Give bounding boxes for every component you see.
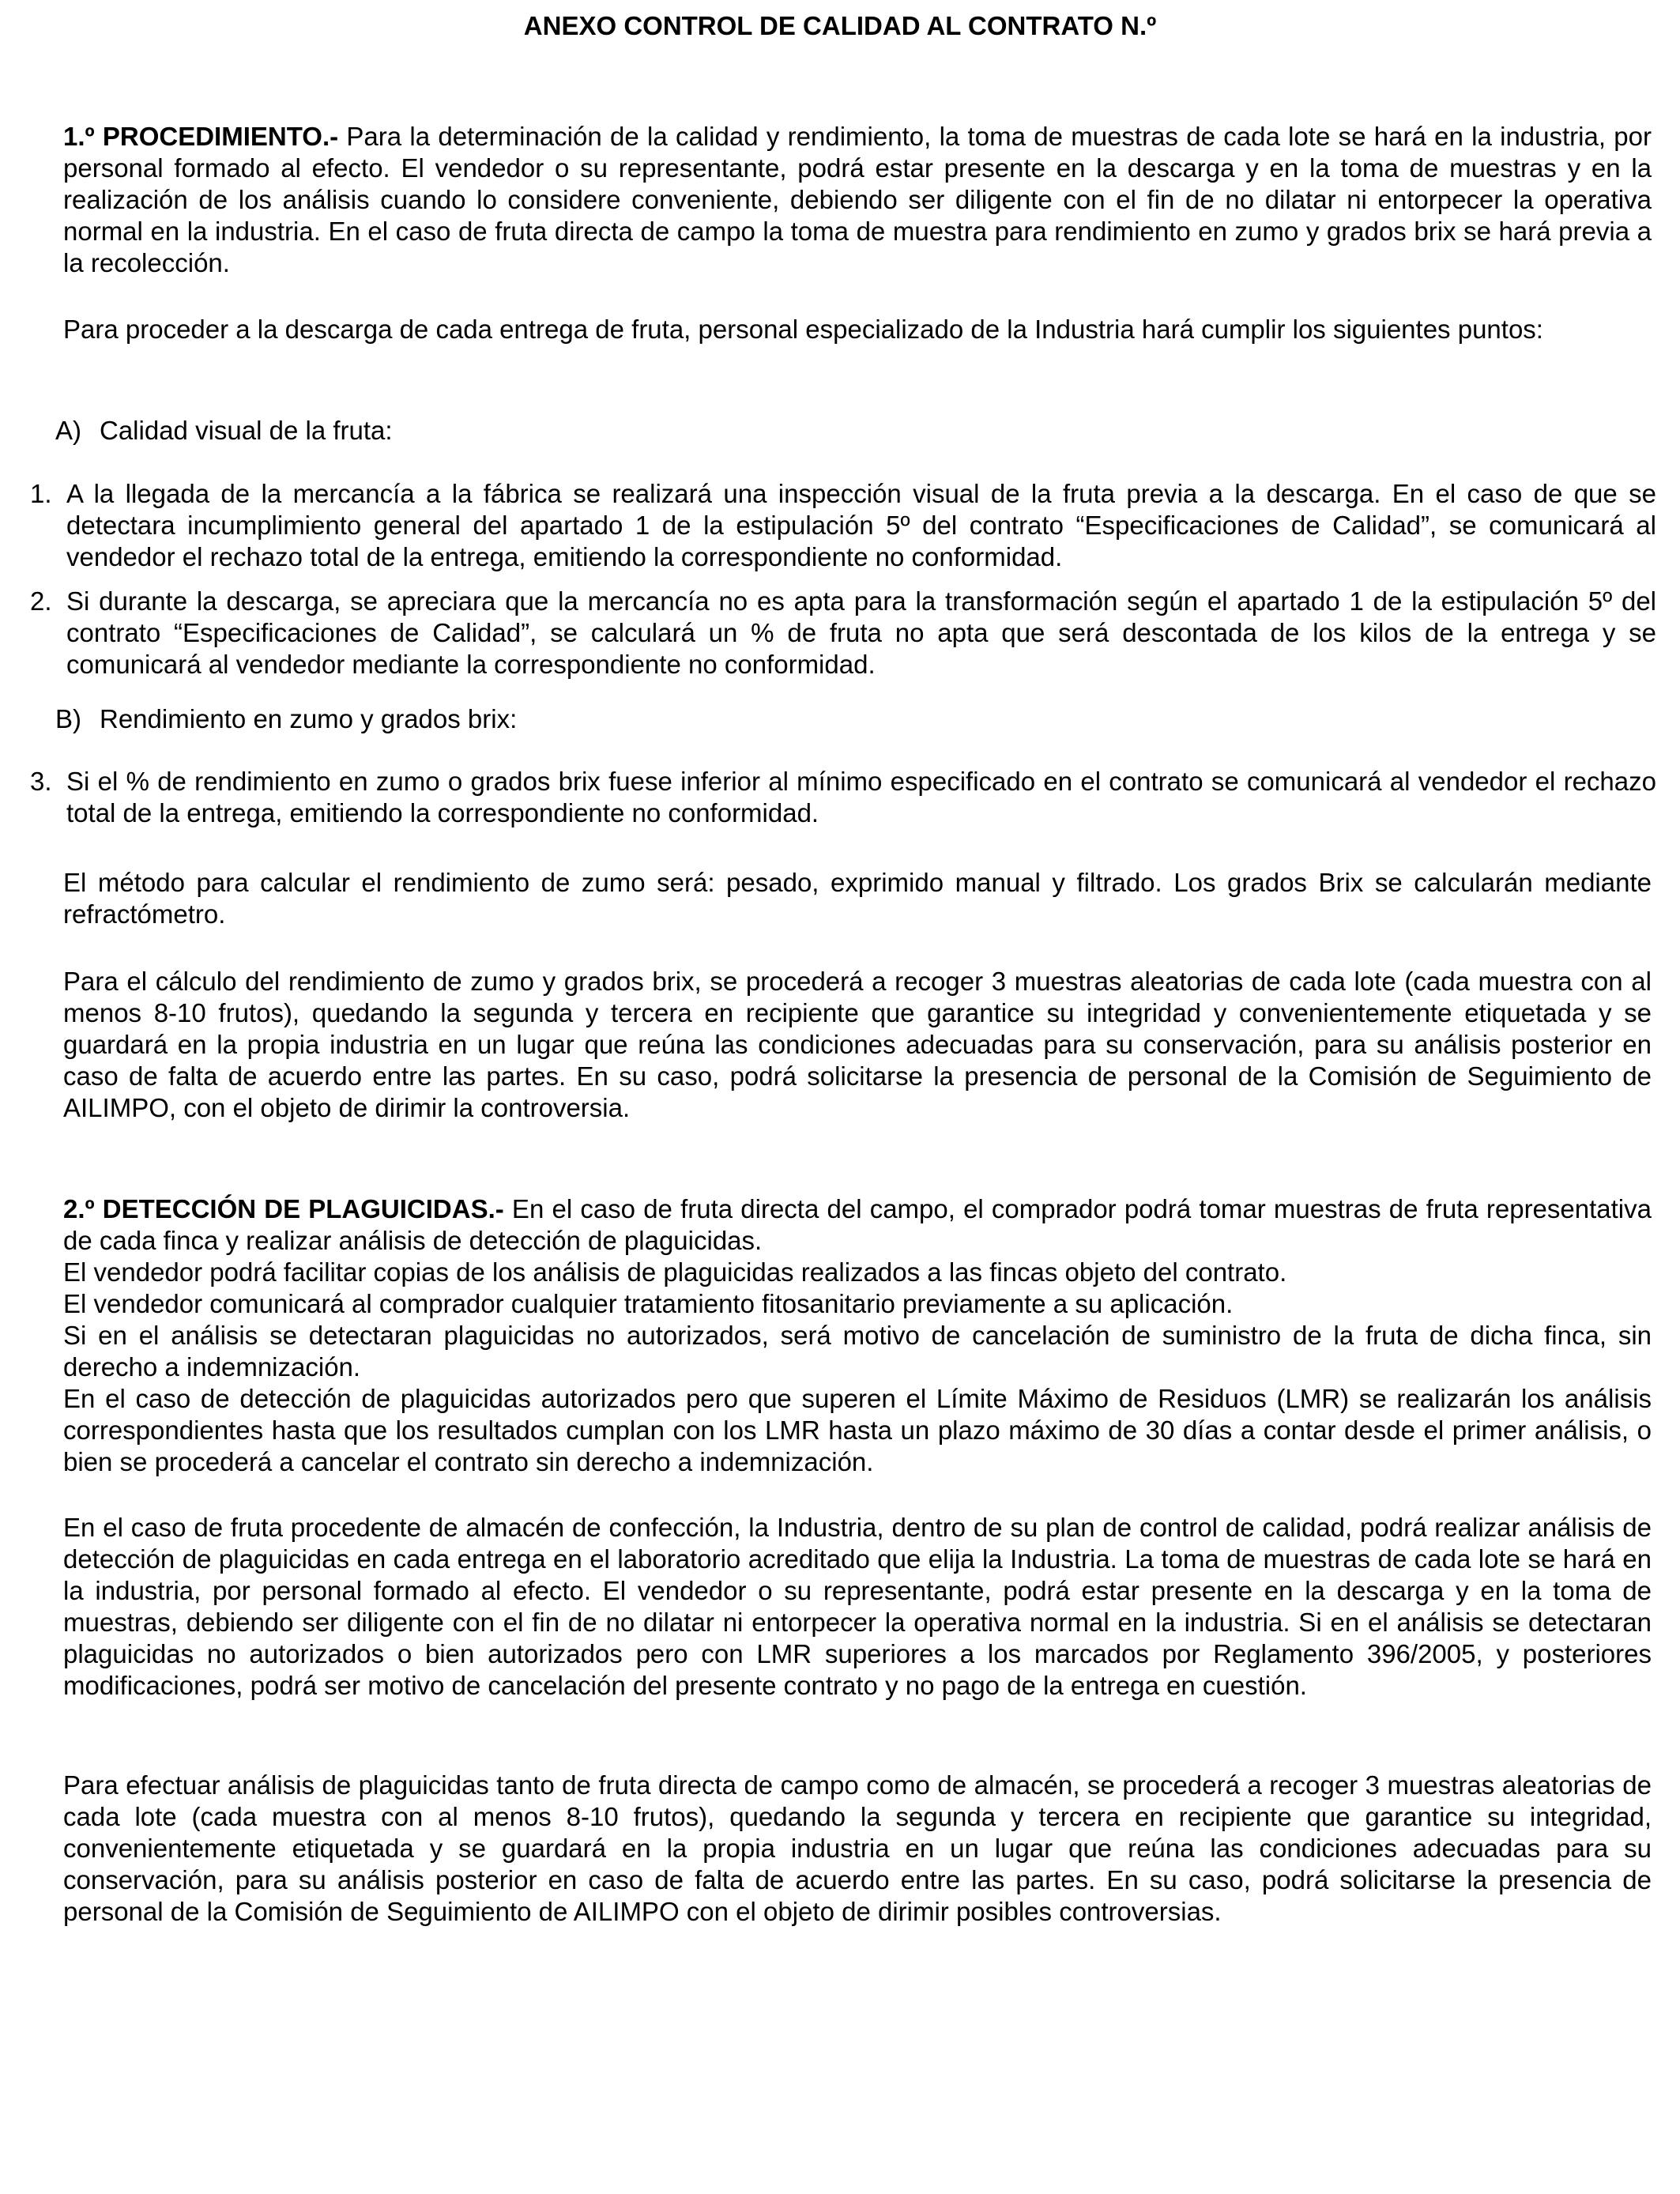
subsection-a-text: Calidad visual de la fruta: xyxy=(100,416,393,445)
section-2-line-3: El vendedor comunicará al comprador cualquier tratamiento fitosanitario previamente a su aplicación. xyxy=(63,1289,1234,1318)
section-2-line-5: En el caso de detección de plaguicidas autorizados pero que superen el Límite Máximo de Residuos (LMR) se realizarán los análisis correspondientes hasta que los resultados cumplan con los LMR hasta un plazo máximo de 30 días a contar desde el primer análisis, o bien se procederá a cancelar el contrato sin derecho a indemnización. xyxy=(63,1384,1652,1476)
section-1-paragraph-2: Para proceder a la descarga de cada entrega de fruta, personal especializado de la Industria hará cumplir los siguientes puntos: xyxy=(63,315,1543,344)
list-item-2-number: 2. xyxy=(30,586,52,616)
section-1-intro xyxy=(63,121,1652,279)
list-item-1-text: A la llegada de la mercancía a la fábrica se realizará una inspección visual de la fruta previa a la descarga. En el caso de que se detectara incumplimiento general del apartado 1 de la estipulación 5º del contrato “Especificaciones de Calidad”, se comunicará al vendedor el rechazo total de la entrega, emitiendo la correspondiente no conformidad. xyxy=(66,479,1656,571)
section-2-paragraph-2: En el caso de fruta procedente de almacén de confección, la Industria, dentro de su plan de control de calidad, podrá realizar análisis de detección de plaguicidas en cada entrega en el laboratorio acreditado que elija la Industria. La toma de muestras de cada lote se hará en la industria, por personal formado al efecto. El vendedor o su representante, podrá estar presente en la descarga y en la toma de muestras, debiendo ser diligente con el fin de no dilatar ni entorpecer la operativa normal en la industria. Si en el análisis se detectaran plaguicidas no autorizados o bien autorizados pero con LMR superiores a los marcados por Reglamento 396/2005, y posteriores modificaciones, podrá ser motivo de cancelación del presente contrato y no pago de la entrega en cuestión. xyxy=(63,1513,1652,1700)
subsection-a xyxy=(55,415,1652,447)
list-item-3-text: Si el % de rendimiento en zumo o grados brix fuese inferior al mínimo especificado en el contrato se comunicará al vendedor el rechazo total de la entrega, emitiendo la correspondiente no conformidad. xyxy=(66,767,1656,827)
section-1-intro-text: Para la determinación de la calidad y rendimiento, la toma de muestras de cada lote se hará en la industria, por personal formado al efecto. El vendedor o su representante, podrá estar presente en la descarga y en la toma de muestras y en la realización de los análisis cuando lo considere conveniente, debiendo ser diligente con el fin de no dilatar ni entorpecer la operativa normal en la industria. En el caso de fruta directa de campo la toma de muestra para rendimiento en zumo y grados brix se hará previa a la recolección. xyxy=(63,122,1652,277)
section-2-line-2: El vendedor podrá facilitar copias de los análisis de plaguicidas realizados a las fincas objeto del contrato. xyxy=(63,1257,1287,1287)
list-item-3 xyxy=(30,766,1656,829)
section-2-body xyxy=(63,1193,1652,1478)
subsection-a-marker: A) xyxy=(55,416,81,445)
list-item-2-text: Si durante la descarga, se apreciara que la mercancía no es apta para la transformación según el apartado 1 de la estipulación 5º del contrato “Especificaciones de Calidad”, se calculará un % de fruta no apta que será descontada de los kilos de la entrega y se comunicará al vendedor mediante la correspondiente no conformidad. xyxy=(66,586,1656,679)
section-2-label: 2.º DETECCIÓN DE PLAGUICIDAS.- xyxy=(63,1194,504,1223)
section-2-paragraph-3: Para efectuar análisis de plaguicidas tanto de fruta directa de campo como de almacén, se procederá a recoger 3 muestras aleatorias de cada lote (cada muestra con al menos 8-10 frutos), quedando la segunda y tercera en recipiente que garantice su integridad, convenientemente etiquetada y se guardará en la propia industria en un lugar que reúna las condiciones adecuadas para su conservación, para su análisis posterior en caso de falta de acuerdo entre las partes. En su caso, podrá solicitarse la presencia de personal de la Comisión de Seguimiento de AILIMPO con el objeto de dirimir posibles controversias. xyxy=(63,1770,1652,1926)
section-1-paragraph-3: El método para calcular el rendimiento de zumo será: pesado, exprimido manual y filtrado. Los grados Brix se calcularán mediante refractómetro. xyxy=(63,868,1652,929)
subsection-b-marker: B) xyxy=(55,704,81,733)
section-2-intro-text: En el caso de fruta directa del campo, el comprador podrá tomar muestras de fruta representativa de cada finca y realizar análisis de detección de plaguicidas. xyxy=(63,1194,1652,1255)
list-item-3-number: 3. xyxy=(30,767,52,796)
subsection-b-text: Rendimiento en zumo y grados brix: xyxy=(100,704,518,733)
section-1-paragraph-4: Para el cálculo del rendimiento de zumo y grados brix, se procederá a recoger 3 muestras aleatorias de cada lote (cada muestra con al menos 8-10 frutos), quedando la segunda y tercera en recipiente que garantice su integridad y convenientemente etiquetada y se guardará en la propia industria en un lugar que reúna las condiciones adecuadas para su conservación, para su análisis posterior en caso de falta de acuerdo entre las partes. En su caso, podrá solicitarse la presencia de personal de la Comisión de Seguimiento de AILIMPO, con el objeto de dirimir la controversia. xyxy=(63,967,1652,1122)
subsection-b xyxy=(55,703,1652,735)
list-item-1 xyxy=(30,478,1656,573)
section-1-label: 1.º PROCEDIMIENTO.- xyxy=(63,122,339,151)
document-title: ANEXO CONTROL DE CALIDAD AL CONTRATO N.º xyxy=(523,11,1157,40)
list-item-1-number: 1. xyxy=(30,479,52,508)
list-item-2 xyxy=(30,586,1656,680)
section-2-line-4: Si en el análisis se detectaran plaguicidas no autorizados, será motivo de cancelación de suministro de la fruta de dicha finca, sin derecho a indemnización. xyxy=(63,1321,1652,1382)
